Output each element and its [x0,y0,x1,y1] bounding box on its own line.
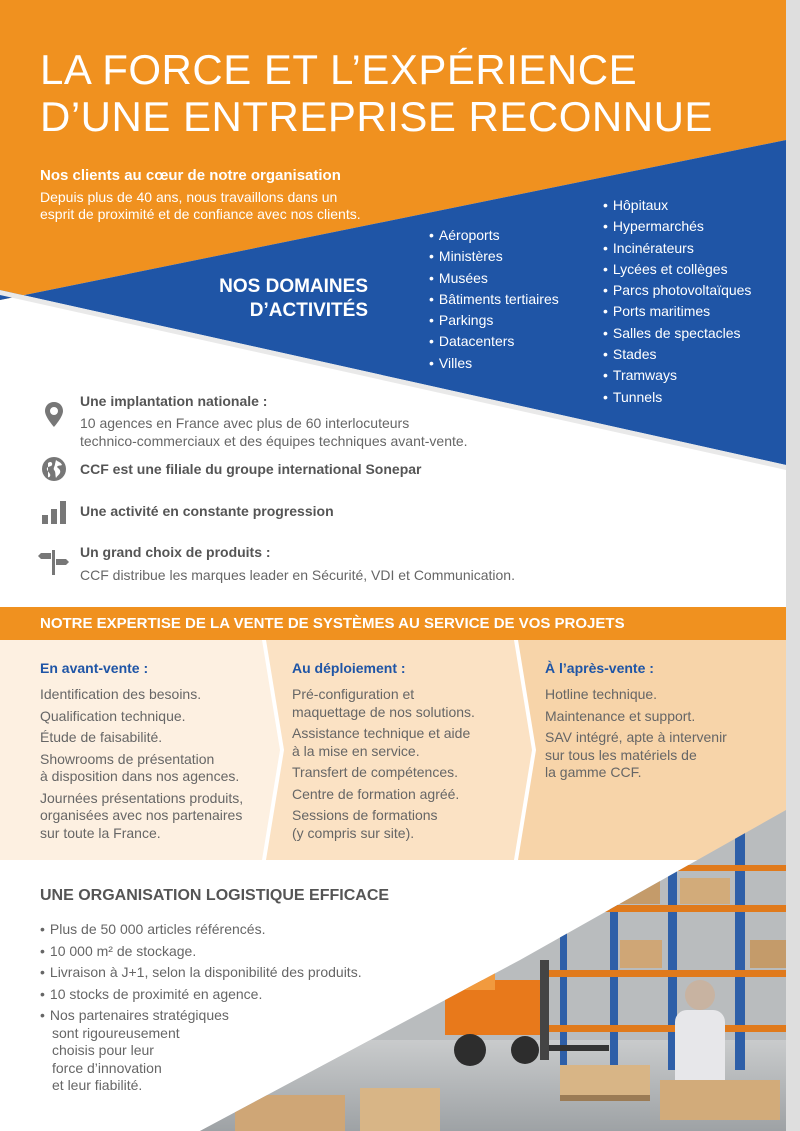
title-line-1: LA FORCE ET L’EXPÉRIENCE [40,46,638,93]
expertise-col-heading: Au déploiement : [292,660,406,676]
list-item: Qualification technique. [40,707,186,724]
domains-title: NOS DOMAINES D’ACTIVITÉS [219,276,368,321]
list-item: • Livraison à J+1, selon la disponibilité des produits. [40,964,362,982]
list-item: Centre de formation agréé. [292,785,460,802]
expertise-list [545,686,775,782]
expertise-title: NOTRE EXPERTISE DE LA VENTE DE SYSTÈMES AU SERVICE DE VOS PROJETS [40,615,625,632]
title-line-2: D’UNE ENTREPRISE RECONNUE [40,93,713,140]
domain-item: • Datacenters [429,331,559,352]
list-item: • 10 000 m² de stockage. [40,943,362,961]
list-item: Showrooms de présentation à disposition dans nos agences. [40,750,240,784]
expertise-col-heading: En avant-vente : [40,660,149,676]
list-item: • 10 stocks de proximité en agence. [40,986,362,1004]
feature-national-heading: Une implantation nationale : [80,393,268,409]
list-item: Pré-configuration et maquettage de nos solutions. [292,686,475,720]
domain-item: • Ports maritimes [603,301,751,322]
domain-item: • Hôpitaux [603,195,751,216]
domain-item: • Parkings [429,310,559,331]
signpost-icon [38,548,70,576]
logistics-title: UNE ORGANISATION LOGISTIQUE EFFICACE [40,887,390,904]
domain-item: • Tramways [603,365,751,386]
main-title [40,46,760,140]
list-item: Assistance technique et aide à la mise en service. [292,725,471,759]
domains-list-right [603,195,751,408]
domain-item: • Lycées et collèges [603,259,751,280]
domain-item: • Villes [429,353,559,374]
expertise-col-heading: À l’après-vente : [545,660,654,676]
domain-item: • Parcs photovoltaïques [603,280,751,301]
feature-growth-heading: Une activité en constante progression [80,503,334,519]
list-item: Identification des besoins. [40,686,202,702]
domain-item: • Hypermarchés [603,216,751,237]
feature-products-text: CCF distribue les marques leader en Sécurité, VDI et Communication. [80,567,515,583]
domain-item: • Musées [429,268,559,289]
clients-heading: Nos clients au cœur de notre organisation [40,167,341,184]
expertise-col-apres-vente [545,660,775,786]
list-item: Hotline technique. [545,686,658,702]
feature-products-heading: Un grand choix de produits : [80,544,271,560]
list-item: Maintenance et support. [545,707,696,724]
location-pin-icon [40,400,68,428]
list-item: Étude de faisabilité. [40,729,163,745]
clients-text: Depuis plus de 40 ans, nous travaillons dans un esprit de proximité et de confiance avec nos clients. [40,189,361,222]
domain-item: • Tunnels [603,387,751,408]
list-item: • Plus de 50 000 articles référencés. [40,921,362,939]
globe-icon [40,455,68,483]
list-item: Journées présentations produits, organisées avec nos partenaires sur toute la France. [40,789,244,841]
list-item: SAV intégré, apte à intervenir sur tous les matériels de la gamme CCF. [545,729,727,780]
feature-national-text-1: 10 agences en France avec plus de 60 interlocuteurs [80,415,410,431]
list-item: Transfert de compétences. [292,764,459,780]
domain-item: • Aéroports [429,225,559,246]
logistics-list [40,921,362,1099]
domain-item: • Incinérateurs [603,238,751,259]
domain-item: • Ministères [429,246,559,267]
list-item: Sessions de formations (y compris sur site). [292,807,438,841]
domain-item: • Salles de spectacles [603,323,751,344]
domain-item: • Bâtiments tertiaires [429,289,559,310]
list-item: • Nos partenaires stratégiques sont rigoureusement choisis pour leur force d’innovation et leur fiabilité. [40,1007,362,1095]
domain-item: • Stades [603,344,751,365]
bar-chart-icon [40,498,68,526]
domains-list-left [429,225,559,374]
feature-sonepar-heading: CCF est une filiale du groupe international Sonepar [80,461,422,477]
feature-national-text-2: technico-commerciaux et des équipes techniques avant-vente. [80,433,468,449]
